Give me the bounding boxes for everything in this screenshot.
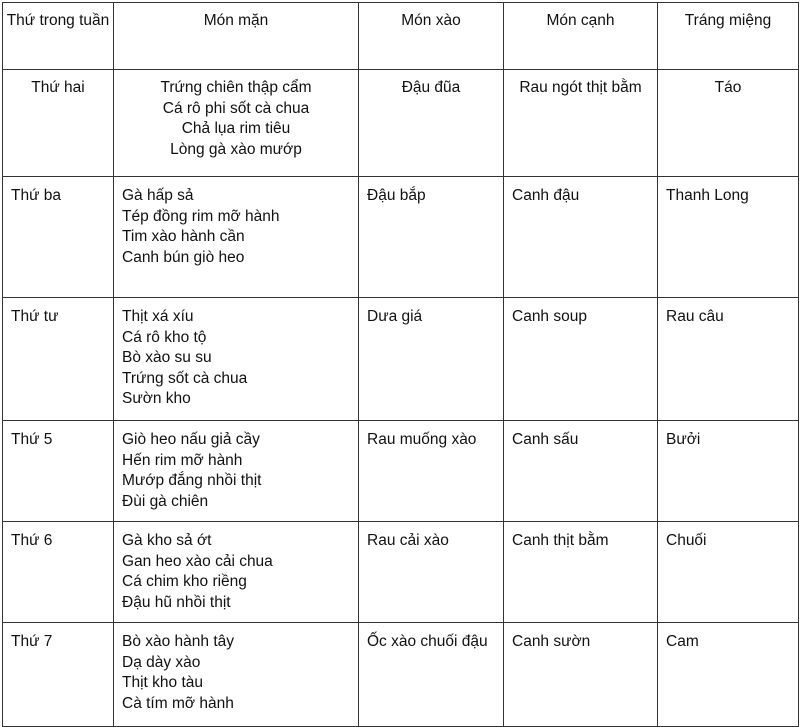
- stir-fry-cell: Đậu đũa: [359, 70, 504, 177]
- dish-line: Thịt xá xíu: [122, 308, 194, 325]
- dish-line: Canh bún giò heo: [122, 248, 245, 266]
- dish-line: Trứng sốt cà chua: [122, 369, 248, 387]
- header-day: Thứ trong tuần: [3, 3, 114, 70]
- dessert-cell: Thanh Long: [658, 177, 799, 298]
- dish-line: Gà kho sả ớt: [122, 532, 212, 549]
- dish-line: Bò xào su su: [122, 349, 212, 366]
- dish-line: Gan heo xào cải chua: [122, 552, 273, 570]
- dish-line: Cà tím mỡ hành: [122, 694, 234, 712]
- day-cell: Thứ 7: [3, 623, 114, 727]
- dish-line: Bò xào hành tây: [122, 633, 235, 650]
- table-row: [3, 421, 799, 522]
- stir-fry-cell: Ốc xào chuối đậu: [359, 623, 504, 727]
- dish-line: Tép đồng rim mỡ hành: [122, 207, 280, 225]
- main-dish-cell: [114, 522, 359, 623]
- dish-line: Hến rim mỡ hành: [122, 451, 243, 469]
- stir-fry-cell: Dưa giá: [359, 298, 504, 421]
- dish-line: Dạ dày xào: [122, 653, 201, 671]
- main-dish-cell: [114, 70, 359, 177]
- soup-cell: Canh thịt bằm: [504, 522, 658, 623]
- day-cell: Thứ 5: [3, 421, 114, 522]
- table-row: [3, 298, 799, 421]
- stir-fry-cell: Rau muống xào: [359, 421, 504, 522]
- table-row: [3, 522, 799, 623]
- dish-line: Cá rô kho tộ: [122, 328, 207, 346]
- dish-line: Lòng gà xào mướp: [170, 140, 302, 158]
- soup-cell: Canh sườn: [504, 623, 658, 727]
- dessert-cell: Táo: [658, 70, 799, 177]
- dish-line: Trứng chiên thập cẩm: [160, 79, 312, 96]
- header-main-dish: Món mặn: [114, 3, 359, 70]
- header-soup: Món cạnh: [504, 3, 658, 70]
- header-row: [3, 3, 799, 70]
- main-dish-cell: [114, 177, 359, 298]
- dish-line: Mướp đắng nhồi thịt: [122, 472, 262, 489]
- dish-line: Chả lụa rim tiêu: [181, 120, 291, 137]
- soup-cell: Canh đậu: [504, 177, 658, 298]
- table-row: [3, 177, 799, 298]
- dish-line: Cá rô phi sốt cà chua: [162, 99, 310, 117]
- stir-fry-cell: Đậu bắp: [359, 177, 504, 298]
- soup-cell: Rau ngót thịt bằm: [504, 70, 658, 177]
- table-row: [3, 70, 799, 177]
- dish-line: Đùi gà chiên: [122, 492, 209, 510]
- dessert-cell: Cam: [658, 623, 799, 727]
- day-cell: Thứ ba: [3, 177, 114, 298]
- header-dessert: Tráng miệng: [658, 3, 799, 70]
- soup-cell: Canh soup: [504, 298, 658, 421]
- day-cell: Thứ tư: [3, 298, 114, 421]
- dish-line: Đậu hũ nhồi thịt: [122, 593, 231, 611]
- soup-cell: Canh sấu: [504, 421, 658, 522]
- dish-line: Sườn kho: [122, 390, 191, 407]
- dessert-cell: Bưởi: [658, 421, 799, 522]
- day-cell: Thứ 6: [3, 522, 114, 623]
- dessert-cell: Chuối: [658, 522, 799, 623]
- main-dish-cell: [114, 298, 359, 421]
- weekly-menu-table: [2, 2, 799, 727]
- header-stir-fry: Món xào: [359, 3, 504, 70]
- dish-line: Giò heo nấu giả cầy: [122, 431, 260, 448]
- dish-line: Cá chim kho riềng: [122, 573, 247, 590]
- day-cell: Thứ hai: [3, 70, 114, 177]
- dessert-cell: Rau câu: [658, 298, 799, 421]
- dish-line: Tim xào hành cần: [122, 228, 245, 245]
- dish-line: Gà hấp sả: [122, 187, 194, 204]
- dish-line: Thịt kho tàu: [122, 674, 203, 691]
- stir-fry-cell: Rau cải xào: [359, 522, 504, 623]
- main-dish-cell: [114, 421, 359, 522]
